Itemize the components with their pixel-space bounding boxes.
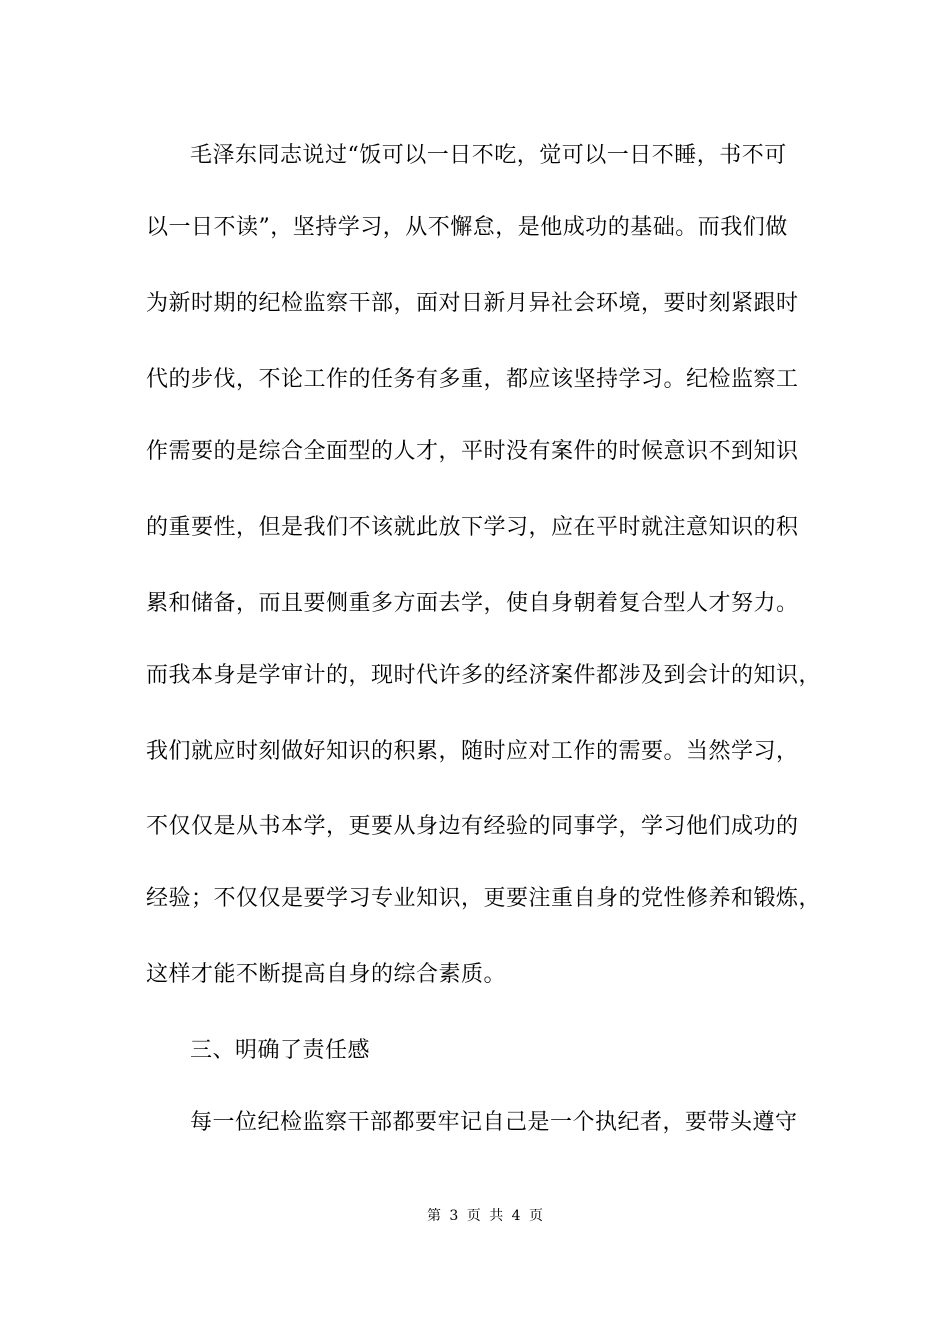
paragraph-line-8: 而我本身是学审计的，现时代许多的经济案件都涉及到会计的知识， bbox=[146, 663, 822, 688]
section-heading: 三、明确了责任感 bbox=[190, 1038, 371, 1063]
paragraph-line-14: 每一位纪检监察干部都要牢记自己是一个执纪者，要带头遵守 bbox=[190, 1110, 798, 1135]
paragraph-line-9: 我们就应时刻做好知识的积累，随时应对工作的需要。当然学习， bbox=[146, 739, 799, 764]
paragraph-line-4: 代的步伐，不论工作的任务有多重，都应该坚持学习。纪检监察工 bbox=[146, 367, 799, 392]
paragraph-line-2: 以一日不读”，坚持学习，从不懈怠，是他成功的基础。而我们做 bbox=[146, 215, 788, 240]
paragraph-line-7: 累和储备，而且要侧重多方面去学，使自身朝着复合型人才努力。 bbox=[146, 591, 799, 616]
paragraph-line-3: 为新时期的纪检监察干部，面对日新月异社会环境，要时刻紧跟时 bbox=[146, 291, 799, 316]
paragraph-line-10: 不仅仅是从书本学，更要从身边有经验的同事学，学习他们成功的 bbox=[146, 814, 799, 839]
paragraph-line-5: 作需要的是综合全面型的人才，平时没有案件的时候意识不到知识 bbox=[146, 439, 799, 464]
page-footer: 第 3 页 共 4 页 bbox=[426, 1208, 544, 1224]
paragraph-line-11: 经验；不仅仅是要学习专业知识，更要注重自身的党性修养和锻炼， bbox=[146, 886, 822, 911]
paragraph-line-1: 毛泽东同志说过“饭可以一日不吃，觉可以一日不睡，书不可 bbox=[190, 143, 787, 168]
paragraph-line-12: 这样才能不断提高自身的综合素质。 bbox=[146, 962, 507, 987]
paragraph-line-6: 的重要性，但是我们不该就此放下学习，应在平时就注意知识的积 bbox=[146, 515, 799, 540]
